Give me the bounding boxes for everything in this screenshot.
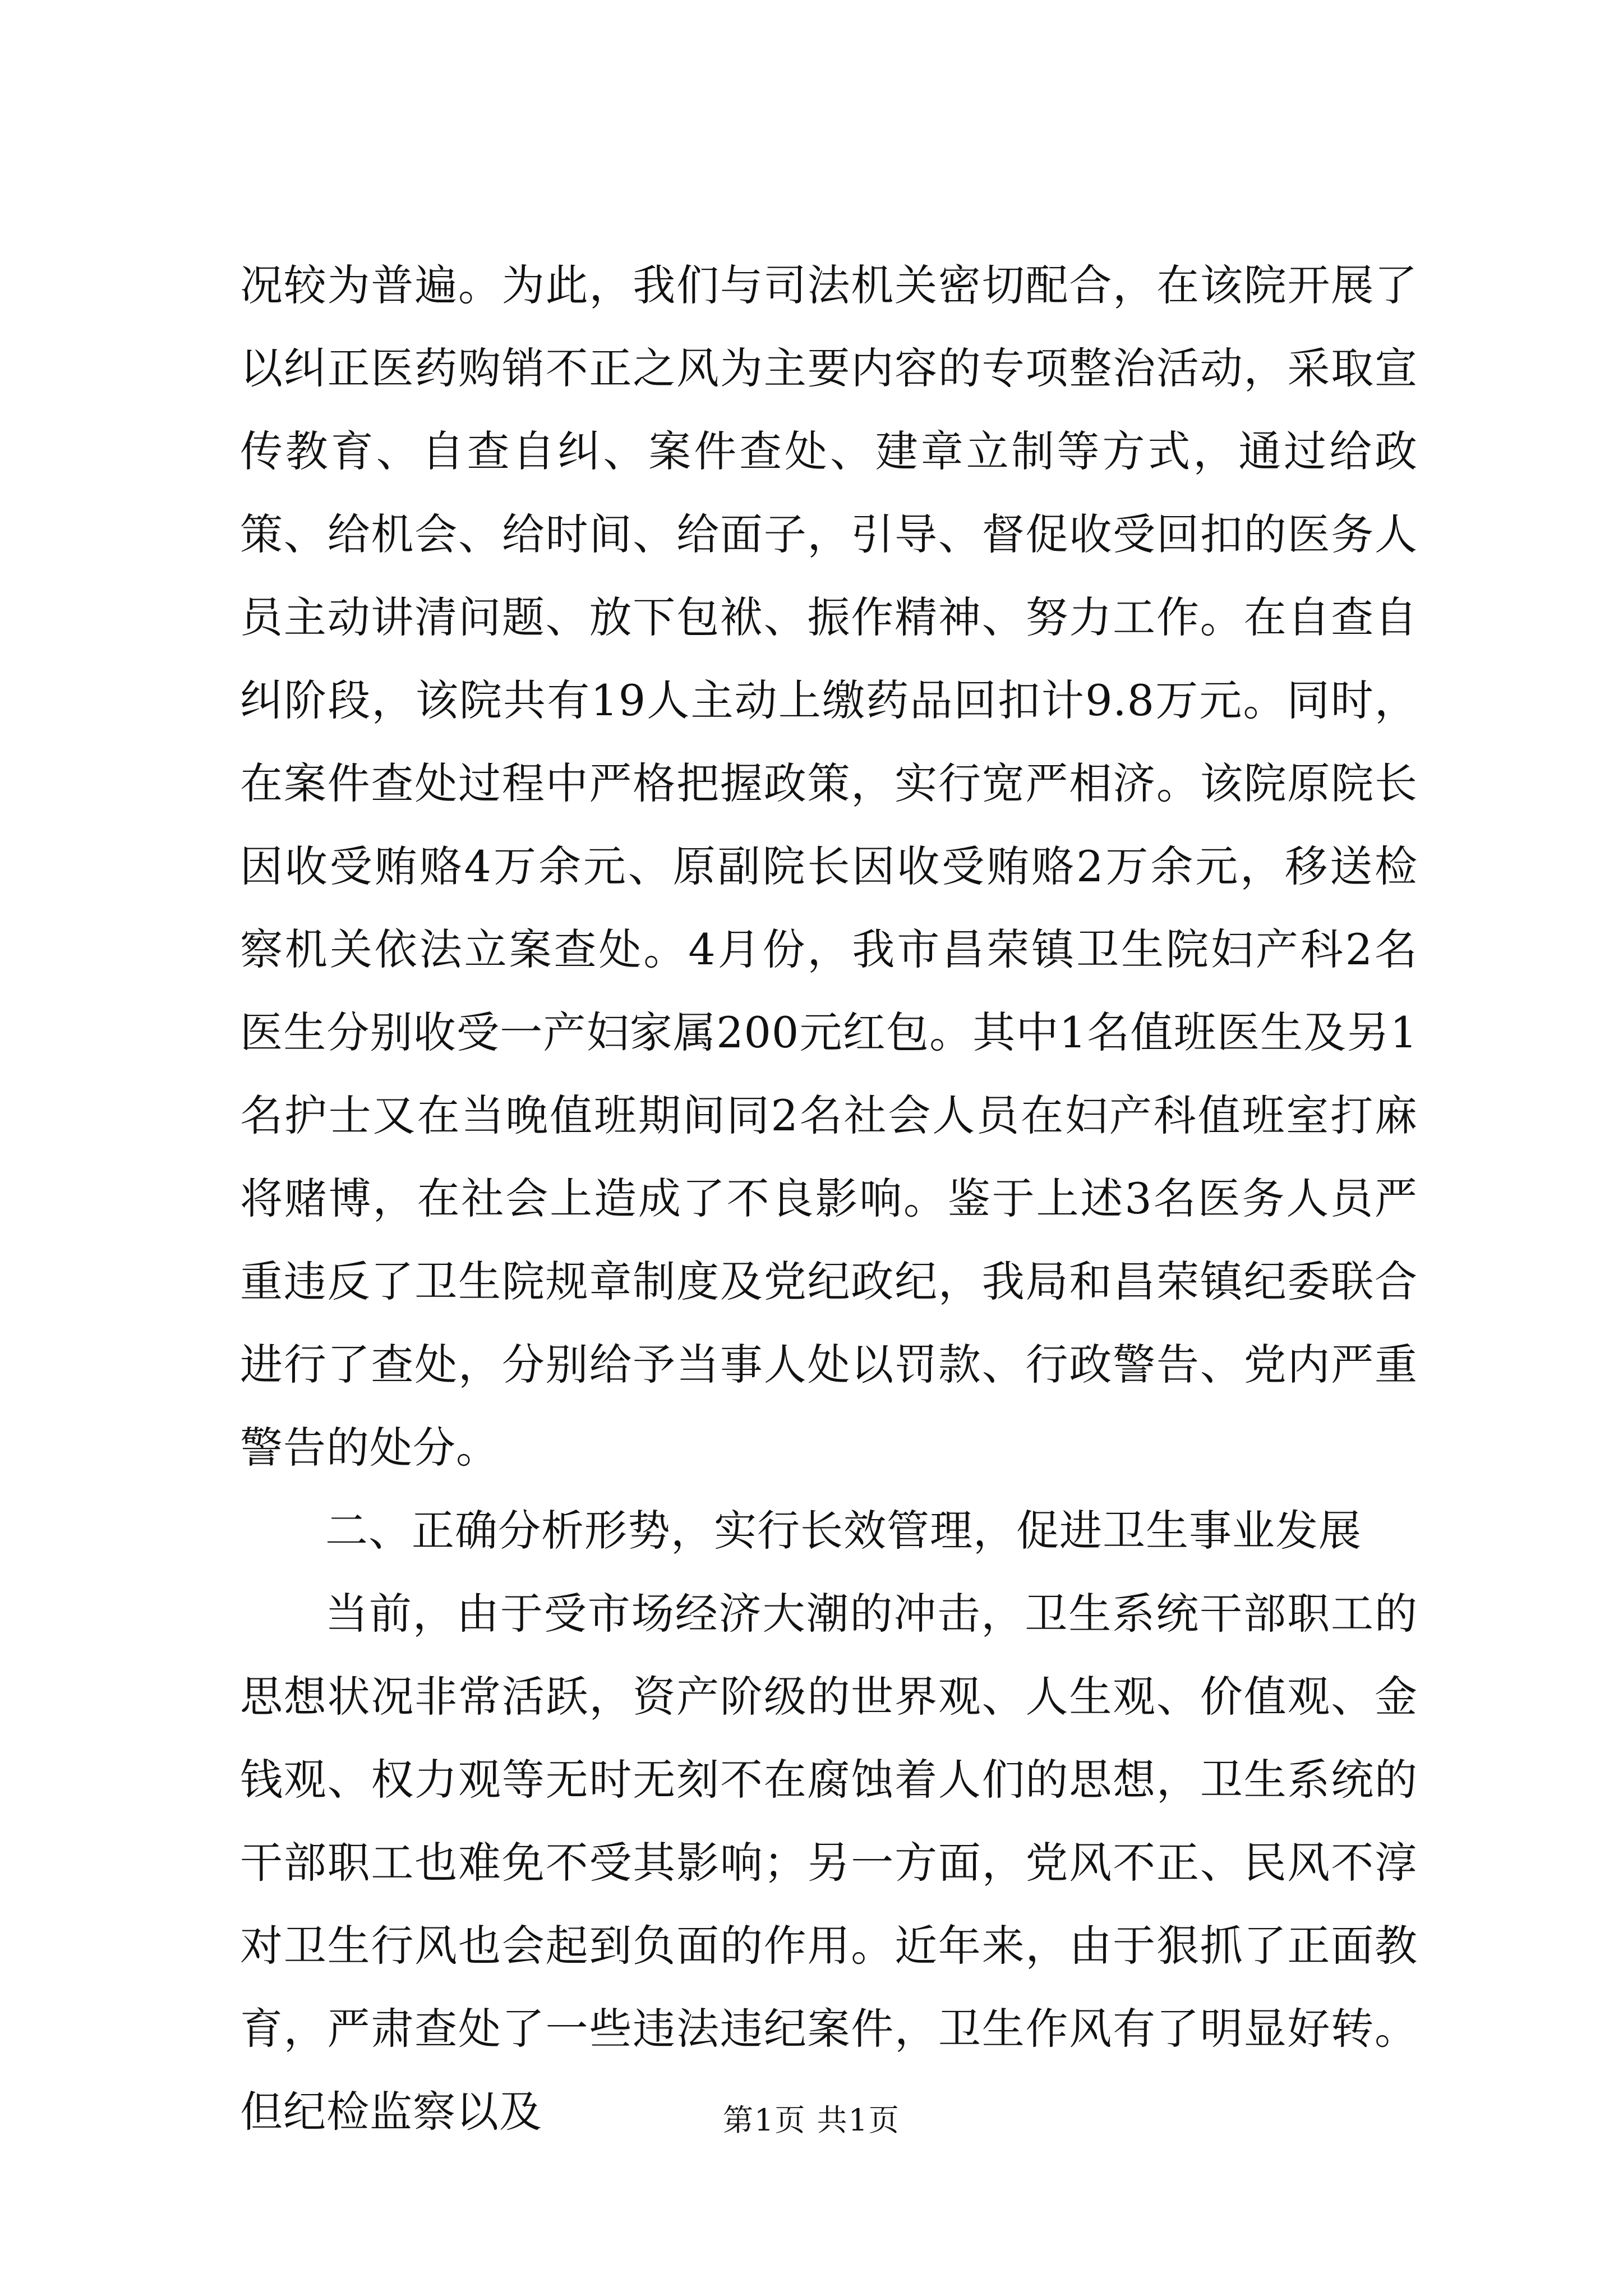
- document-body: [240, 244, 1418, 2154]
- page-footer: 第1页 共1页: [723, 2102, 900, 2138]
- paragraph-situation-analysis: 当前，由于受市场经济大潮的冲击，卫生系统干部职工的思想状况非常活跃，资产阶级的世界观、人生观、价值观、金钱观、权力观等无时无刻不在腐蚀着人们的思想，卫生系统的干部职工也难免不受其影响；另一方面，党风不正、民风不淳对卫生行风也会起到负面的作用。近年来，由于狠抓了正面教育，严肃查处了一些违法违纪案件，卫生作风有了明显好转。但纪检监察以及: [240, 1589, 1418, 2137]
- section-heading-two: 二、正确分析形势，实行长效管理，促进卫生事业发展: [325, 1506, 1362, 1556]
- paragraph-case-handling: 况较为普遍。为此，我们与司法机关密切配合，在该院开展了以纠正医药购销不正之风为主要内容的专项整治活动，采取宣传教育、自查自纠、案件查处、建章立制等方式，通过给政策、给机会、给时间、给面子，引导、督促收受回扣的医务人员主动讲清问题、放下包袱、振作精神、努力工作。在自查自纠阶段，该院共有19人主动上缴药品回扣计9.8万元。同时，在案件查处过程中严格把握政策，实行宽严相济。该院原院长因收受贿赂4万余元、原副院长因收受贿赂2万余元，移送检察机关依法立案查处。4月份，我市昌荣镇卫生院妇产科2名医生分别收受一产妇家属200元红包。其中1名值班医生及另1名护士又在当晚值班期间同2名社会人员在妇产科值班室打麻将赌博，在社会上造成了不良影响。鉴于上述3名医务人员严重违反了卫生院规章制度及党纪政纪，我局和昌荣镇纪委联合进行了查处，分别给予当事人处以罚款、行政警告、党内严重警告的处分。: [240, 260, 1418, 1473]
